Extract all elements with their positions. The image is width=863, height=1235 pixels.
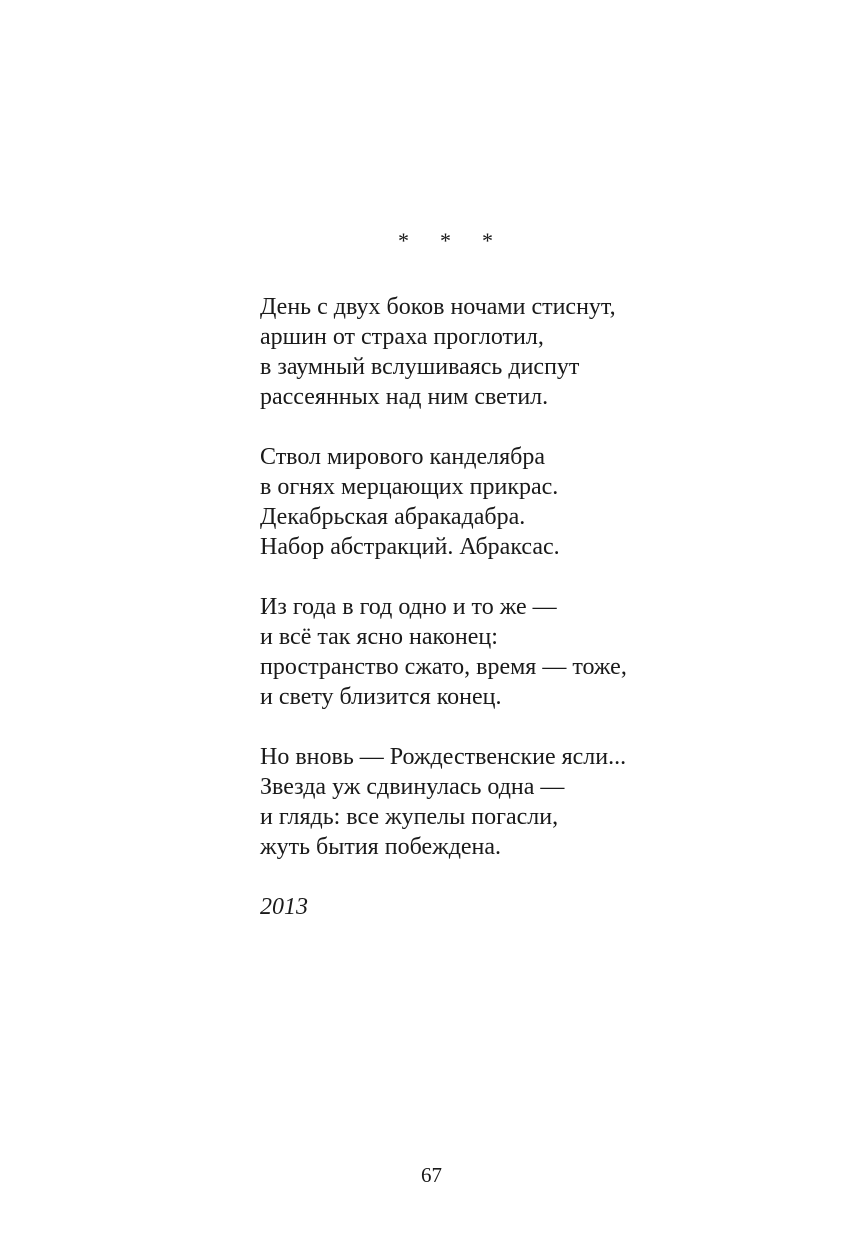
section-ornament [398, 228, 498, 258]
poem-line: аршин от страха проглотил, [260, 324, 544, 350]
poem-line: и всё так ясно наконец: [260, 624, 498, 650]
poem [260, 292, 760, 922]
poem-line: Из года в год одно и то же — [260, 594, 557, 620]
asterisk: * [398, 228, 409, 253]
stanza [260, 592, 760, 712]
asterisk: * [482, 228, 493, 253]
stanza [260, 292, 760, 412]
poem-line: жуть бытия побеждена. [260, 834, 502, 860]
poem-line: Декабрьская абракадабра. [260, 504, 526, 530]
poem-line: Но вновь — Рождественские ясли... [260, 744, 627, 770]
page-number: 67 [421, 1163, 442, 1187]
poem-line: пространство сжато, время — тоже, [260, 654, 627, 680]
poem-line: Набор абстракций. Абраксас. [260, 534, 560, 560]
poem-line: и свету близится конец. [260, 684, 502, 710]
poem-line: в огнях мерцающих прикрас. [260, 474, 559, 500]
poem-line: в заумный вслушиваясь диспут [260, 354, 580, 380]
poem-line: Ствол мирового канделябра [260, 444, 545, 470]
poem-line: День с двух боков ночами стиснут, [260, 294, 616, 320]
poem-line: и глядь: все жупелы погасли, [260, 804, 559, 830]
stanza [260, 742, 760, 862]
poem-line: рассеянных над ним светил. [260, 384, 549, 410]
asterisk: * [440, 228, 451, 253]
poem-line: Звезда уж сдвинулась одна — [260, 774, 565, 800]
poem-date: 2013 [260, 894, 308, 920]
stanza [260, 442, 760, 562]
